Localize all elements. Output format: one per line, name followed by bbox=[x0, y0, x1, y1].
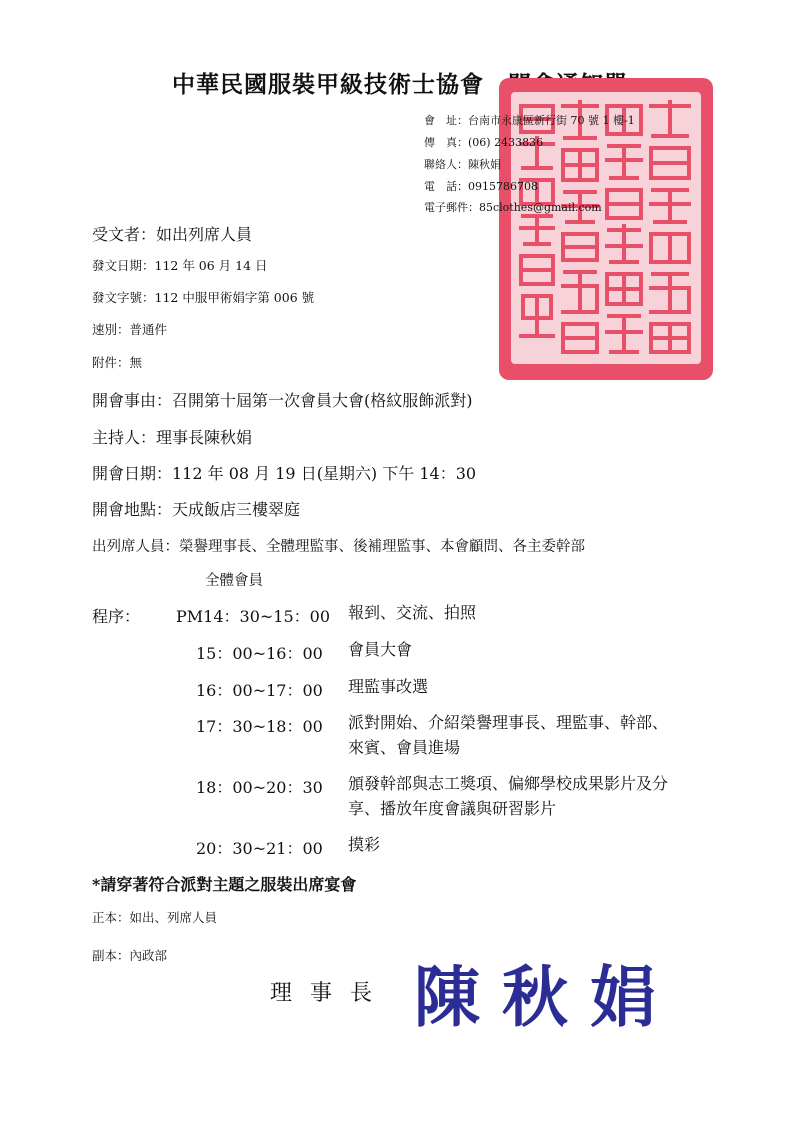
attachment: 附件：無 bbox=[92, 355, 143, 370]
schedule-item: 理監事改選 bbox=[348, 677, 429, 696]
priority: 速別：普通件 bbox=[92, 322, 168, 337]
schedule-label: 程序： bbox=[92, 607, 141, 626]
attendees: 出列席人員：榮譽理事長、全體理監事、後補理監事、本會顧問、各主委幹部 bbox=[92, 539, 585, 555]
schedule-time: 20：30~21：00 bbox=[196, 839, 323, 858]
schedule-time: 18：00~20：30 bbox=[196, 778, 323, 797]
doc-number: 發文字號：112 中服甲術娟字第 006 號 bbox=[92, 290, 315, 305]
dress-code-notice: *請穿著符合派對主題之服裝出席宴會 bbox=[92, 875, 357, 894]
meeting-location: 開會地點：天成飯店三樓翠庭 bbox=[92, 500, 301, 519]
distribution-original: 正本：如出、列席人員 bbox=[92, 910, 218, 925]
issue-date: 發文日期：112 年 06 月 14 日 bbox=[92, 258, 268, 273]
contact-email: 電子郵件：85clothes@gmail.com bbox=[424, 201, 602, 214]
schedule-item-continued: 來賓、會員進場 bbox=[348, 738, 461, 757]
schedule-item: 摸彩 bbox=[348, 835, 381, 854]
attendees-continued: 全體會員 bbox=[205, 573, 263, 589]
schedule-item: 頒發幹部與志工獎項、偏鄉學校成果影片及分 bbox=[348, 774, 669, 793]
contact-fax: 傳 真：(06) 2433836 bbox=[424, 136, 544, 149]
chairman-signature: 陳秋娟 bbox=[414, 958, 678, 1036]
schedule-item: 會員大會 bbox=[348, 640, 413, 659]
schedule-item-continued: 享、播放年度會議與研習影片 bbox=[348, 799, 557, 818]
distribution-copy: 副本：內政部 bbox=[92, 948, 168, 963]
meeting-host: 主持人：理事長陳秋娟 bbox=[92, 428, 253, 447]
meeting-date: 開會日期：112 年 08 月 19 日(星期六) 下午 14：30 bbox=[92, 464, 477, 483]
schedule-time: 15：00~16：00 bbox=[196, 644, 323, 663]
schedule-time: PM14：30~15：00 bbox=[176, 607, 330, 626]
recipient: 受文者：如出列席人員 bbox=[92, 225, 253, 244]
chairman-title: 理事長 bbox=[270, 981, 391, 1006]
schedule-item: 報到、交流、拍照 bbox=[348, 603, 477, 622]
contact-phone: 電 話：0915786708 bbox=[424, 180, 538, 193]
schedule-item: 派對開始、介紹榮譽理事長、理監事、幹部、 bbox=[348, 713, 669, 732]
contact-person: 聯絡人：陳秋娟 bbox=[424, 158, 501, 171]
meeting-subject: 開會事由：召開第十屆第一次會員大會(格紋服飾派對) bbox=[92, 391, 473, 410]
schedule-time: 16：00~17：00 bbox=[196, 681, 323, 700]
contact-address: 會 址：台南市永康區新行街 70 號 1 樓-1 bbox=[424, 114, 635, 127]
schedule-time: 17：30~18：00 bbox=[196, 717, 323, 736]
org-name: 中華民國服裝甲級技術士協會 bbox=[172, 71, 484, 98]
